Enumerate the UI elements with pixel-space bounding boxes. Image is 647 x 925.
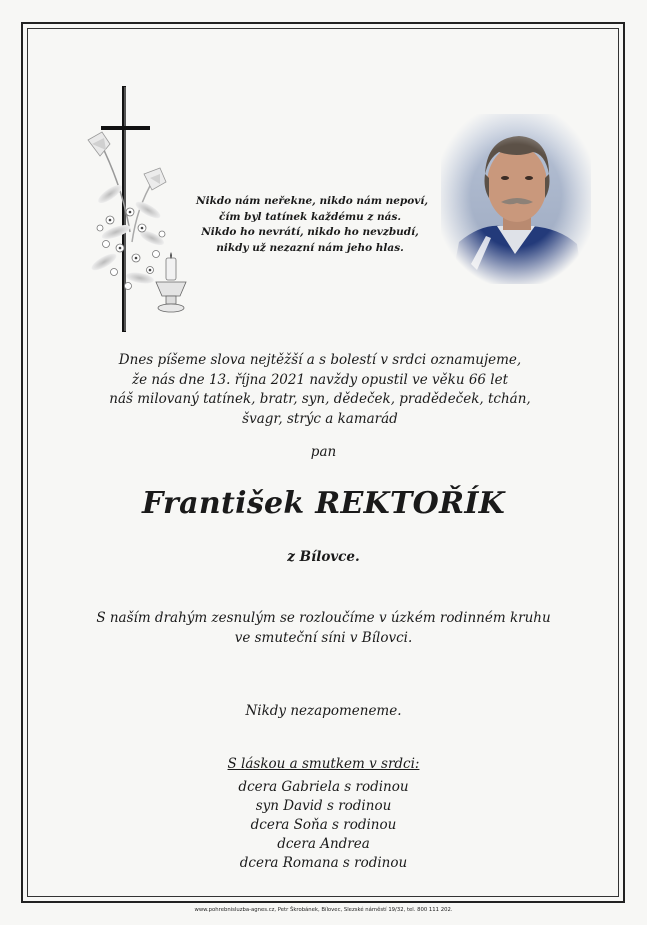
list-item: dcera Andrea (277, 836, 370, 852)
poem-line: nikdy už nezazní nám jeho hlas. (216, 241, 404, 254)
announcement-line: Dnes píšeme slova nejtěžší a s bolestí v srdci oznamujeme, (118, 352, 522, 368)
poem-line: Nikdo nám neřekne, nikdo nám nepoví, (196, 195, 428, 207)
funeral-service-footer: www.pohrebnisluzba-agnes.cz, Petr Škrobánek, Bílovec, Slezské náměstí 19/32, tel. 800 111 202. (194, 907, 453, 913)
list-item: dcera Gabriela s rodinou (238, 779, 409, 795)
poem-line: čím byl tatínek každému z nás. (218, 210, 402, 223)
poem-line: Nikdo ho nevrátí, nikdo ho nevzbudí, (201, 226, 419, 238)
farewell-text (90, 609, 557, 648)
list-item: dcera Romana s rodinou (239, 855, 408, 871)
farewell-line: ve smuteční síni v Bílovci. (234, 629, 413, 646)
closing-phrase: Nikdy nezapomeneme. (245, 703, 402, 719)
deceased-name: František REKTOŘÍK (141, 486, 506, 521)
portrait-photo (441, 114, 591, 284)
salutation: pan (310, 444, 337, 460)
cross-with-lily-bouquet-icon (80, 82, 205, 334)
list-item: dcera Soňa s rodinou (250, 817, 397, 833)
signoff-heading (0, 756, 647, 772)
memorial-poem (196, 194, 428, 256)
announcement-text (100, 351, 540, 429)
deceased-origin: z Bílovce. (287, 549, 360, 565)
farewell-line: S naším drahým zesnulým se rozloučíme v úzkém rodinném kruhu (96, 610, 551, 626)
mourners-list (0, 778, 647, 873)
announcement-line: švagr, strýc a kamarád (242, 410, 398, 427)
list-item: syn David s rodinou (255, 798, 392, 814)
announcement-line: náš milovaný tatínek, bratr, syn, dědeček, pradědeček, tchán, (109, 391, 531, 407)
announcement-line: že nás dne 13. října 2021 navždy opustil ve věku 66 let (131, 371, 509, 388)
signoff-text: S láskou a smutkem v srdci: (227, 756, 420, 772)
